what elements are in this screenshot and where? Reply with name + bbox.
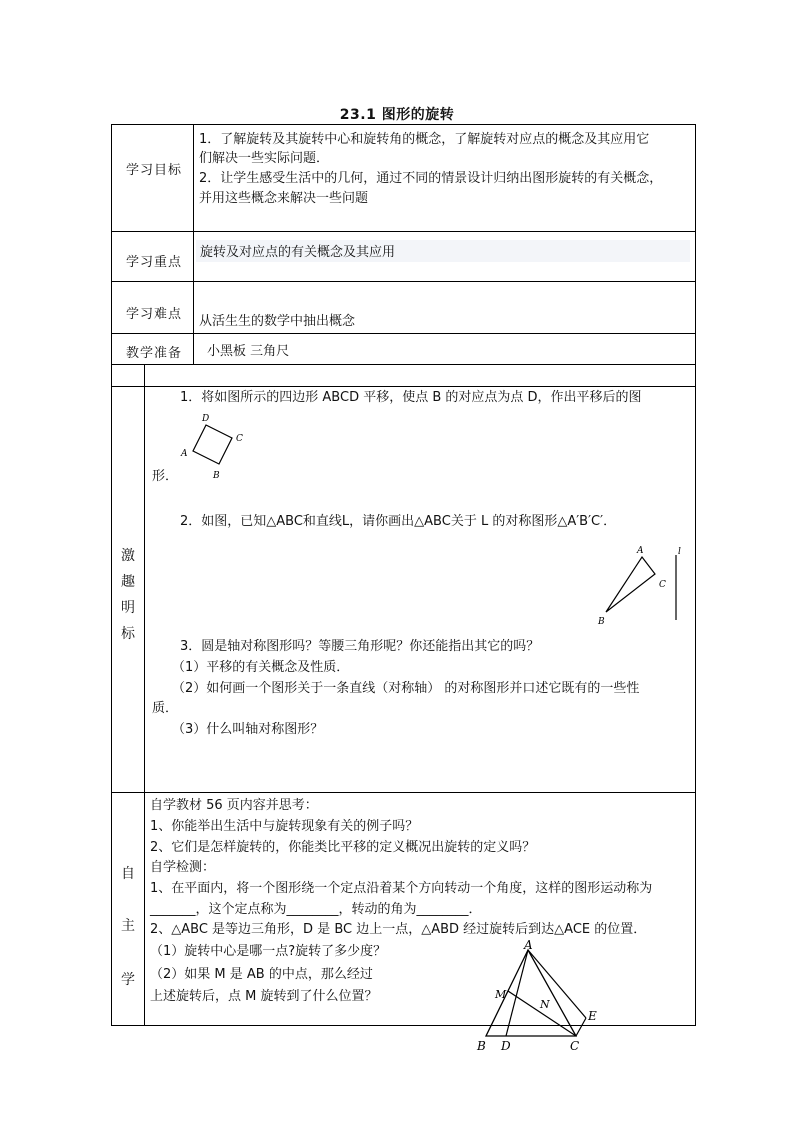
goal-line-1: 1．了解旋转及其旋转中心和旋转角的概念，了解旋转对应点的概念及其应用它 (199, 132, 650, 147)
segment-ce (576, 1018, 586, 1036)
fig3-label-b: B (477, 1039, 486, 1053)
study-line-10: 上述旋转后，点 M 旋转到了什么位置？ (150, 989, 378, 1004)
sub-question-1: （1）平移的有关概念及性质． (172, 660, 350, 675)
study-line-3: 2、它们是怎样旋转的，你能类比平移的定义概况出旋转的定义吗？ (150, 840, 536, 855)
fig2-label-a: A (637, 546, 644, 556)
study-line-8: （1）旋转中心是哪一点?旋转了多少度？ (150, 944, 387, 959)
fig1-label-a: A (181, 449, 188, 459)
side-char-2: 趣 (121, 574, 135, 590)
fig3-label-e: E (588, 1009, 597, 1023)
label-preparation: 教学准备 (126, 346, 183, 361)
triangle-line-figure (594, 540, 690, 628)
question-3: 3．圆是轴对称图形吗？等腰三角形呢？你还能指出其它的吗？ (180, 639, 540, 654)
quadrilateral-shape (193, 425, 232, 464)
triangle-abc (606, 557, 655, 612)
fig3-label-n: N (540, 998, 550, 1011)
rotation-figure (470, 938, 610, 1058)
segment-ad (506, 950, 528, 1036)
study-line-6: _______，这个定点称为________，转动的角为________． (150, 902, 482, 917)
fig3-label-c: C (570, 1039, 580, 1053)
study-line-2: 1、你能举出生活中与旋转现象有关的例子吗？ (150, 819, 419, 834)
sub-question-2-cont: 质． (152, 701, 179, 716)
quadrilateral-figure (176, 408, 252, 486)
fig1-label-b: B (213, 471, 220, 481)
goal-line-4: 并用这些概念来解决一些问题 (199, 191, 369, 206)
question-1-cont: 形． (152, 469, 179, 484)
question-2: 2．如图，已知△ABC和直线L，请你画出△ABC关于 L 的对称图形△A′B′C′． (180, 514, 617, 529)
fig2-label-c: C (659, 580, 666, 590)
study-line-7: 2、△ABC 是等边三角形，D 是 BC 边上一点，△ABD 经过旋转后到达△ACE 的位置． (150, 922, 647, 937)
label-difficulty: 学习难点 (126, 307, 183, 322)
side2-char-1: 自 (121, 866, 135, 882)
study-line-5: 1、在平面内，将一个图形绕一个定点沿着某个方向转动一个角度，这样的图形运动称为 (150, 881, 653, 896)
page-title: 23.1 图形的旋转 (339, 107, 455, 123)
label-learning-goal: 学习目标 (126, 163, 183, 178)
side2-char-2: 主 (121, 918, 135, 934)
label-key-points: 学习重点 (126, 255, 183, 270)
fig2-label-l: l (678, 547, 681, 557)
key-points-text: 旋转及对应点的有关概念及其应用 (200, 245, 396, 260)
goal-line-3: 2．让学生感受生活中的几何，通过不同的情景设计归纳出图形旋转的有关概念， (199, 171, 663, 186)
study-line-9: （2）如果 M 是 AB 的中点，那么经过 (150, 967, 373, 982)
side-char-1: 激 (121, 548, 135, 564)
study-line-1: 自学教材 56 页内容并思考： (150, 798, 318, 813)
study-line-4: 自学检测： (150, 860, 216, 875)
side2-char-3: 学 (121, 972, 135, 988)
side-char-3: 明 (121, 600, 135, 616)
side-char-4: 标 (121, 626, 135, 642)
fig1-label-c: C (236, 434, 243, 444)
fig1-label-d: D (202, 414, 210, 424)
question-1: 1．将如图所示的四边形 ABCD 平移，使点 B 的对应点为点 D，作出平移后的图 (180, 390, 642, 405)
segment-ae (528, 950, 586, 1018)
fig3-label-a: A (524, 938, 533, 952)
sub-question-3: （3）什么叫轴对称图形？ (172, 722, 324, 737)
goal-line-2: 们解决一些实际问题． (199, 151, 330, 166)
fig3-label-d: D (501, 1039, 511, 1053)
difficulty-text: 从活生生的数学中抽出概念 (199, 314, 356, 329)
preparation-text: 小黑板 三角尺 (207, 344, 290, 359)
sub-question-2: （2）如何画一个图形关于一条直线（对称轴） 的对称图形并口述它既有的一些性 (172, 681, 640, 696)
fig2-label-b: B (598, 617, 605, 627)
fig3-label-m: M (495, 988, 507, 1001)
